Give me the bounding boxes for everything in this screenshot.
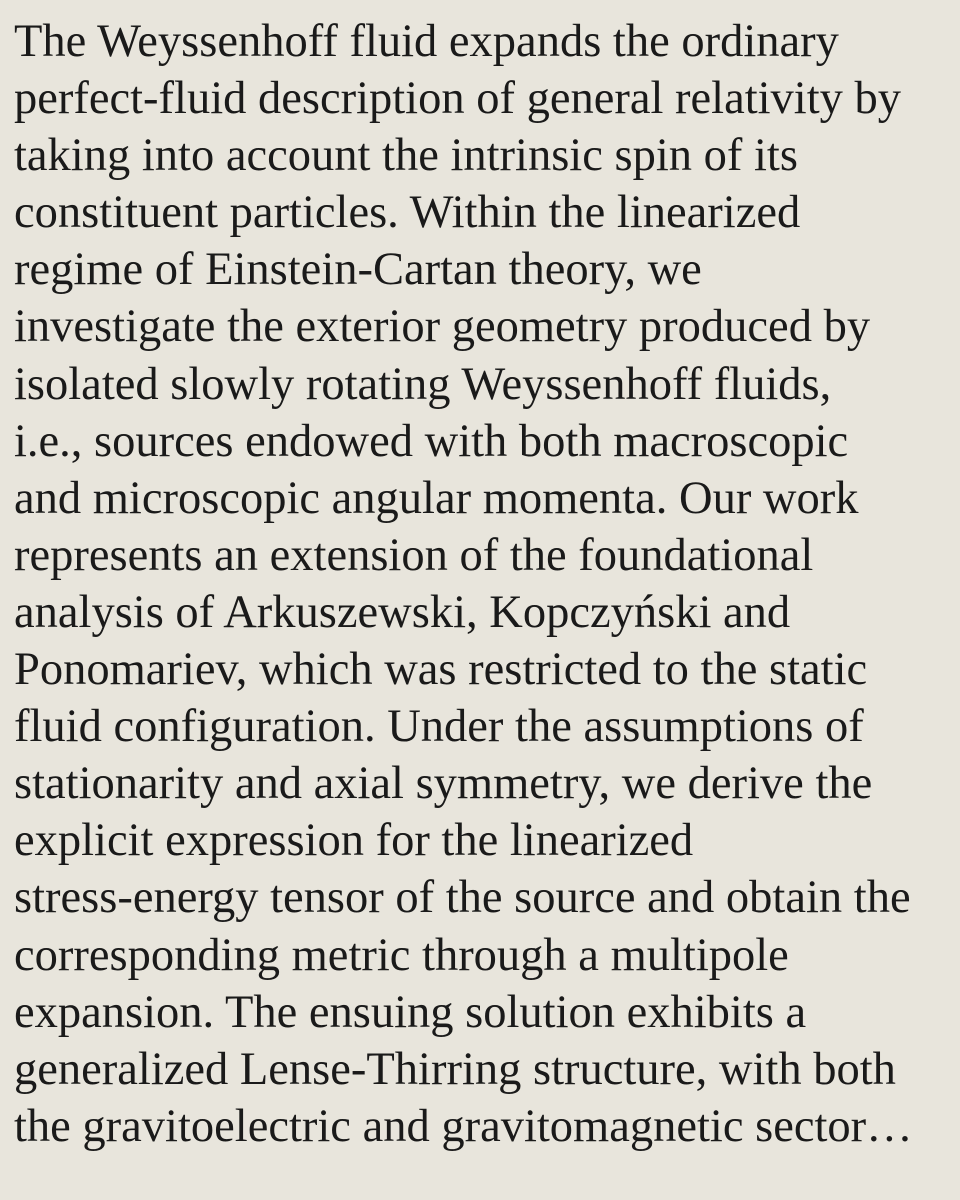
abstract-line: taking into account the intrinsic spin of its — [14, 130, 798, 182]
abstract-line: regime of Einstein-Cartan theory, we — [14, 244, 702, 296]
abstract-line: i.e., sources endowed with both macroscopic — [14, 415, 849, 467]
abstract-line: expansion. The ensuing solution exhibits a — [14, 986, 807, 1038]
abstract-line: The Weyssenhoff fluid expands the ordinary — [14, 16, 839, 67]
abstract-line: the gravitoelectric and gravitomagnetic sector… — [14, 1100, 913, 1152]
abstract-line: fluid configuration. Under the assumptions of — [14, 701, 864, 753]
abstract-line: Ponomariev, which was restricted to the static — [14, 644, 868, 696]
abstract-line: stress-energy tensor of the source and obtain the — [14, 872, 911, 924]
abstract-line: represents an extension of the foundational — [14, 529, 814, 581]
abstract-line: explicit expression for the linearized — [14, 815, 694, 867]
abstract-line: and microscopic angular momenta. Our work — [14, 472, 859, 524]
abstract-line: perfect-fluid description of general relativity by — [14, 73, 902, 125]
abstract-line: stationarity and axial symmetry, we derive the — [14, 758, 873, 810]
abstract-line: generalized Lense-Thirring structure, with both — [14, 1043, 896, 1095]
abstract-line: investigate the exterior geometry produced by — [14, 301, 871, 353]
abstract-line: corresponding metric through a multipole — [14, 929, 789, 981]
abstract-line: constituent particles. Within the linearized — [14, 187, 801, 239]
abstract-line: isolated slowly rotating Weyssenhoff fluids, — [14, 358, 832, 410]
abstract-line: analysis of Arkuszewski, Kopczyński and — [14, 586, 791, 638]
abstract-text — [14, 13, 954, 1155]
